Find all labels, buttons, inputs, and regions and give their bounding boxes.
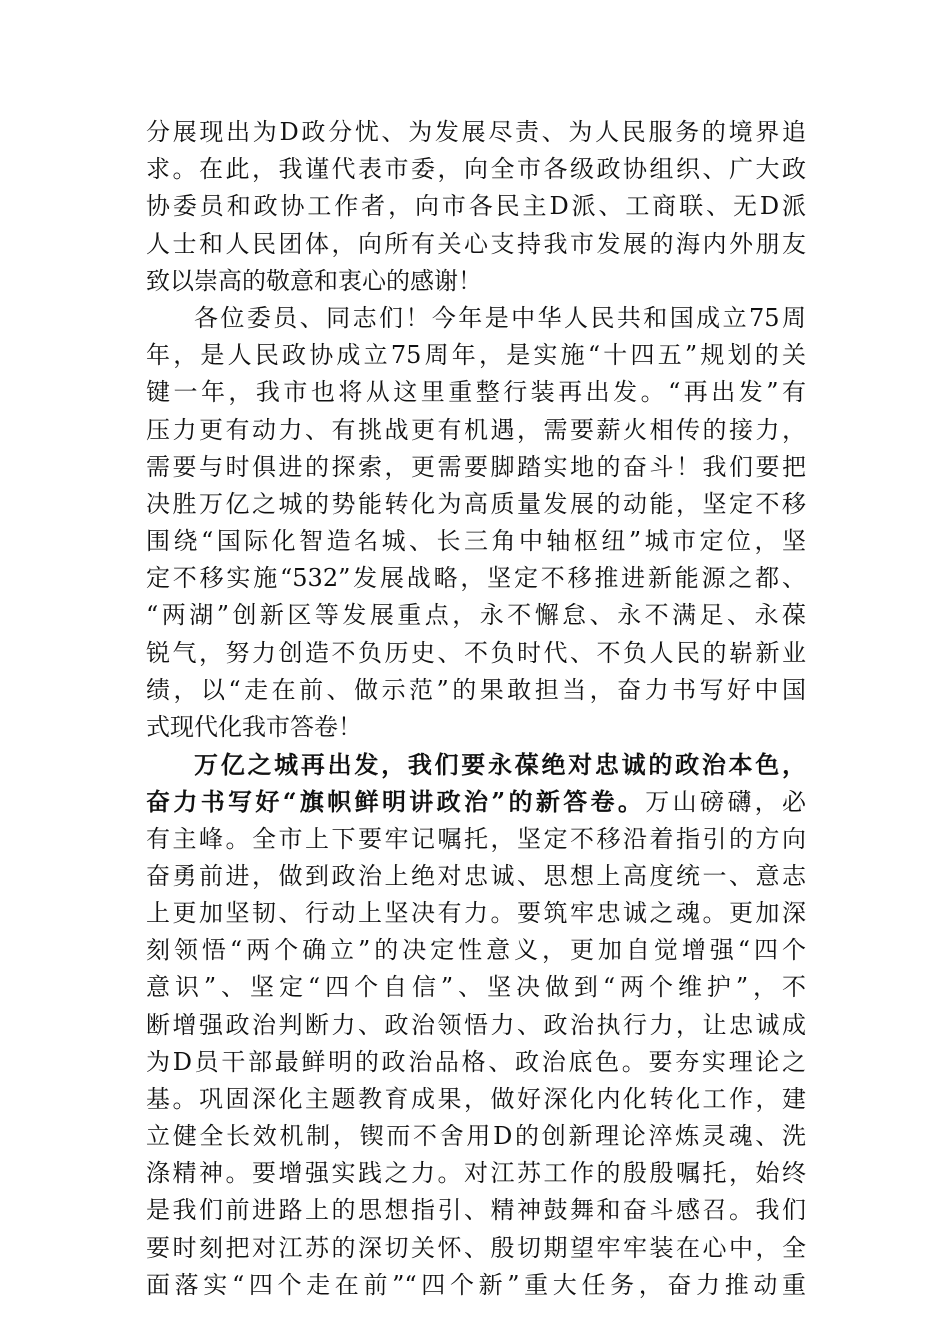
text-line: 人士和人民团体，向所有关心支持我市发展的海内外朋友 (146, 229, 806, 258)
text-line: 刻领悟“两个确立”的决定性意义，更加自觉增强“四个 (146, 936, 806, 965)
paragraph-2 (146, 300, 806, 746)
paragraph-3 (146, 746, 806, 1304)
text-line: 式现代化我市答卷！ (146, 713, 362, 741)
text-line: 有主峰。全市上下要牢记嘱托，坚定不移沿着指引的方向 (146, 824, 806, 853)
text-line: 面落实“四个走在前”“四个新”重大任务，奋力推动重 (146, 1270, 806, 1299)
text-line: 绩，以“走在前、做示范”的果敢担当，奋力书写好中国 (146, 675, 806, 704)
text-line: 意识”、坚定“四个自信”、坚决做到“两个维护”，不 (146, 973, 806, 1002)
text-line: 求。在此，我谨代表市委，向全市各级政协组织、广大政 (146, 155, 806, 184)
text-line: 压力更有动力、有挑战更有机遇，需要薪火相传的接力， (146, 415, 806, 444)
document-page (146, 114, 806, 1304)
bold-heading-tail: 奋力书写好“旗帜鲜明讲政治”的新答卷。 (146, 787, 646, 817)
paragraph-1 (146, 114, 806, 300)
text-line: 奋勇前进，做到政治上绝对忠诚、思想上高度统一、意志 (146, 861, 806, 890)
text-line: 涤精神。要增强实践之力。对江苏工作的殷殷嘱托，始终 (146, 1159, 806, 1188)
text-line: 决胜万亿之城的势能转化为高质量发展的动能，坚定不移 (146, 489, 806, 518)
text-line: 定不移实施“532”发展战略，坚定不移推进新能源之都、 (146, 564, 806, 593)
bold-heading-line: 万亿之城再出发，我们要永葆绝对忠诚的政治本色， (194, 750, 806, 780)
text-span: 万山磅礴，必 (645, 788, 806, 817)
text-line: 需要与时俱进的探索，更需要脚踏实地的奋斗！我们要把 (146, 452, 806, 481)
mixed-line (146, 783, 806, 820)
text-line: “两湖”创新区等发展重点，永不懈怠、永不满足、永葆 (146, 601, 806, 630)
text-line: 基。巩固深化主题教育成果，做好深化内化转化工作，建 (146, 1084, 806, 1113)
text-line: 断增强政治判断力、政治领悟力、政治执行力，让忠诚成 (146, 1010, 806, 1039)
text-line: 各位委员、同志们！今年是中华人民共和国成立75周 (194, 303, 806, 332)
text-line: 年，是人民政协成立75周年，是实施“十四五”规划的关 (146, 341, 806, 370)
text-line: 锐气，努力创造不负历史、不负时代、不负人民的崭新业 (146, 638, 806, 667)
text-line: 分展现出为D政分忧、为发展尽责、为人民服务的境界追 (146, 118, 806, 146)
text-line: 协委员和政协工作者，向市各民主D派、工商联、无D派 (146, 192, 806, 221)
text-line: 立健全长效机制，锲而不舍用D的创新理论淬炼灵魂、洗 (146, 1122, 806, 1151)
text-line: 上更加坚韧、行动上坚决有力。要筑牢忠诚之魂。更加深 (146, 898, 806, 927)
text-line: 致以崇高的敬意和衷心的感谢！ (146, 266, 482, 295)
text-line: 为D员干部最鲜明的政治品格、政治底色。要夯实理论之 (146, 1047, 806, 1076)
text-line: 键一年，我市也将从这里重整行装再出发。“再出发”有 (146, 378, 806, 407)
text-line: 是我们前进路上的思想指引、精神鼓舞和奋斗感召。我们 (146, 1196, 806, 1225)
text-line: 围绕“国际化智造名城、长三角中轴枢纽”城市定位，坚 (146, 527, 806, 556)
text-line: 要时刻把对江苏的深切关怀、殷切期望牢牢装在心中，全 (146, 1233, 806, 1262)
